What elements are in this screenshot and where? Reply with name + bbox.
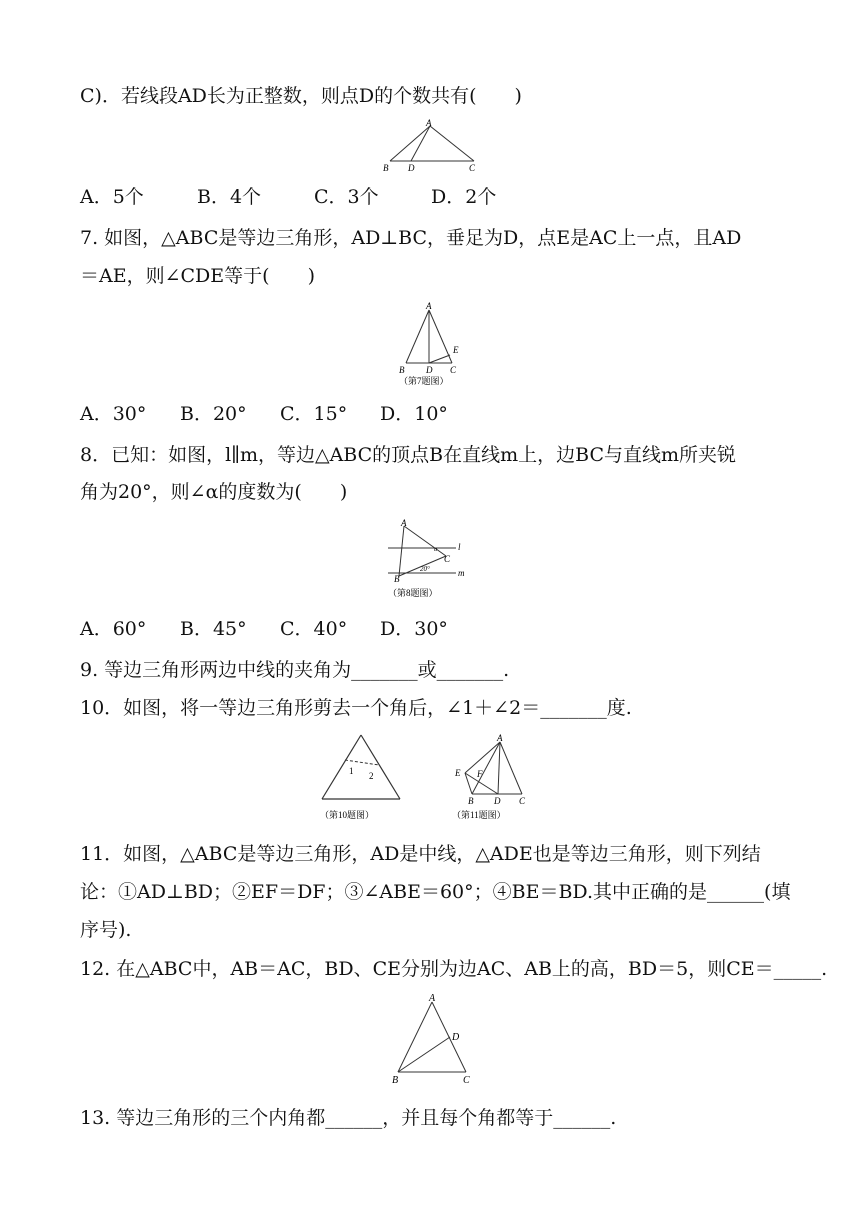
q11-stem-line2: 论：①AD⊥BD；②EF＝DF；③∠ABE＝60°；④BE＝BD.其中正确的是______(填 xyxy=(80,881,791,903)
q6-label-d: D xyxy=(408,163,415,173)
q7-option-b: B．20° xyxy=(180,403,247,425)
q8-caption: （第8题图） xyxy=(388,588,438,598)
q11-label-d: D xyxy=(494,796,501,806)
q7-options xyxy=(80,402,448,426)
q11-figure xyxy=(450,730,540,826)
q6-option-c: C．3个 xyxy=(314,186,379,208)
q8-options xyxy=(80,617,448,641)
q12-figure xyxy=(386,990,482,1090)
q7-label-e: E xyxy=(453,345,459,355)
q10-caption: （第10题图） xyxy=(320,810,375,820)
q11-label-a: A xyxy=(497,733,503,743)
q8-option-c: C．40° xyxy=(280,618,348,640)
q7-stem-line1: 7. 如图，△ABC是等边三角形，AD⊥BC，垂足为D，点E是AC上一点，且AD xyxy=(80,227,742,249)
q8-label-b: B xyxy=(394,574,400,584)
q8-label-a: A xyxy=(401,518,407,528)
q7-option-c: C．15° xyxy=(280,403,348,425)
q11-label-c: C xyxy=(519,796,526,806)
q8-option-b: B．45° xyxy=(180,618,247,640)
q12-stem: 12. 在△ABC中，AB＝AC，BD、CE分别为边AC、AB上的高，BD＝5，则CE＝_____. xyxy=(80,958,828,980)
q8-label-m: m xyxy=(458,568,465,578)
q7-label-c: C xyxy=(450,365,457,375)
q8-label-l: l xyxy=(458,542,461,552)
q9-stem: 9. 等边三角形两边中线的夹角为_______或_______. xyxy=(80,659,510,681)
q7-caption: （第7题图） xyxy=(399,376,449,386)
q6-stem-tail: C)．若线段AD长为正整数，则点D的个数共有( ) xyxy=(80,85,522,107)
q11-label-f: F xyxy=(477,769,483,779)
q8-option-a: A．60° xyxy=(80,618,147,640)
q6-option-a: A．5个 xyxy=(80,186,144,208)
q8-option-d: D．30° xyxy=(380,618,448,640)
q7-label-a: A xyxy=(426,301,432,311)
q8-stem-line2: 角为20°，则∠α的度数为( ) xyxy=(80,481,348,503)
q12-label-d: D xyxy=(452,1032,460,1043)
q7-figure xyxy=(392,300,472,390)
q8-angle-alpha: α xyxy=(434,547,438,553)
q7-label-b: B xyxy=(399,365,405,375)
q6-label-b: B xyxy=(383,163,389,173)
q6-label-c: C xyxy=(469,163,476,173)
q10-figure xyxy=(318,730,408,826)
q6-options xyxy=(80,185,496,209)
q11-label-b: B xyxy=(468,796,474,806)
q10-angle-1: 1 xyxy=(349,766,354,776)
q8-label-c: C xyxy=(444,554,451,564)
q6-option-b: B．4个 xyxy=(197,186,262,208)
q6-label-a: A xyxy=(426,118,432,128)
q7-stem-line2: ＝AE，则∠CDE等于( ) xyxy=(80,265,315,287)
q6-option-d: D．2个 xyxy=(431,186,497,208)
q11-stem-line3: 序号). xyxy=(80,919,132,941)
q12-label-c: C xyxy=(463,1075,470,1086)
q8-stem-line1: 8．已知：如图，l∥m，等边△ABC的顶点B在直线m上，边BC与直线m所夹锐 xyxy=(80,444,736,466)
q7-label-d: D xyxy=(426,365,433,375)
q11-stem-line1: 11．如图，△ABC是等边三角形，AD是中线，△ADE也是等边三角形，则下列结 xyxy=(80,843,761,865)
q8-angle-20: 20° xyxy=(420,565,430,573)
q13-stem: 13. 等边三角形的三个内角都______，并且每个角都等于______. xyxy=(80,1107,617,1129)
q12-label-a: A xyxy=(429,993,436,1004)
q7-option-a: A．30° xyxy=(80,403,147,425)
q12-label-b: B xyxy=(392,1075,399,1086)
q7-option-d: D．10° xyxy=(380,403,448,425)
q10-angle-2: 2 xyxy=(369,771,374,781)
q11-label-e: E xyxy=(455,768,461,778)
q10-stem: 10．如图，将一等边三角形剪去一个角后，∠1＋∠2＝_______度. xyxy=(80,697,632,719)
q8-figure xyxy=(384,516,480,602)
q11-caption: （第11题图） xyxy=(452,810,506,820)
q6-figure xyxy=(380,118,480,174)
